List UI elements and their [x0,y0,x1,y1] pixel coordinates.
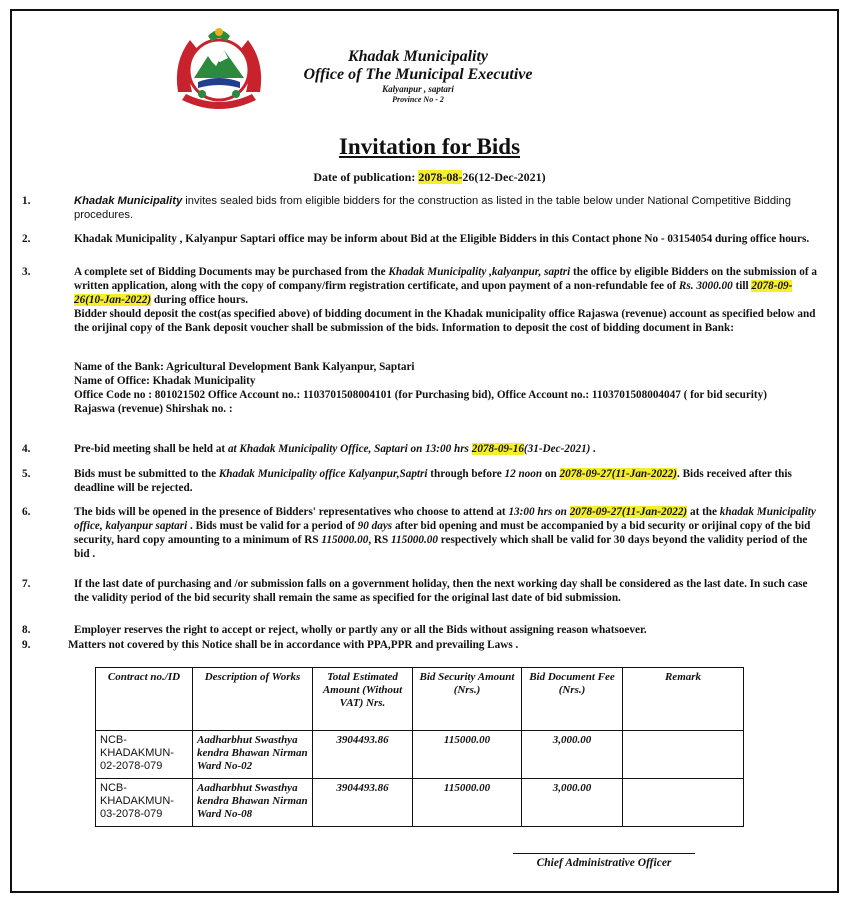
text-segment: through before [427,468,505,480]
province: Province No - 2 [392,95,444,104]
publication-date [0,170,859,185]
office-code-line: Office Code no : 801021502 Office Account no.: 1103701508004101 (for Purchasing bid), Office Account no.: 1103701508004047 ( for bid security) [74,389,767,401]
item-text: Khadak Municipality , Kalyanpur Saptari office may be inform about Bid at the Eligible Bidders in this Contact phone No - 03154054 during office hours. [74,233,810,245]
item-text-body: invites sealed bids from eligible bidders for the construction as listed in the table below under National Competitive Bidding procedures. [74,195,791,221]
item-number: 1. [22,195,31,207]
item-number: 6. [22,506,31,518]
text-segment: at Khadak Municipality Office, Saptari on 13:00 hrs [227,443,472,455]
text-segment: Bids must be submitted to the [74,468,219,480]
text-segment: , RS [368,534,392,546]
text-segment: (31-Dec-2021) . [523,443,596,455]
document-fee-cell: 3,000.00 [522,779,623,827]
item-text [74,505,822,561]
table-header-row [96,668,744,731]
publication-label: Date of publication: [313,170,416,184]
location: Kalyanpur , saptari [382,84,454,94]
shirshak-line: Rajaswa (revenue) Shirshak no. : [74,403,233,415]
item-text: If the last date of purchasing and /or submission falls on a government holiday, then the next working day shall be considered as the last date. In such case the validity period of the bid security shall remain the same as specified for the original last date of bid submission. [74,578,808,604]
item-text [74,194,822,222]
item-number: 7. [22,578,31,590]
text-segment: The bids will be opened in the presence of Bidders' representatives who choose to attend at [74,506,509,518]
column-header: Description of Works [193,668,313,731]
date-highlight: 2078-09-26(10-Jan-2022) [74,280,793,306]
bids-table [95,667,744,827]
column-header: Bid Security Amount (Nrs.) [413,668,522,731]
table-row [96,779,744,827]
remark-cell [623,779,744,827]
office-name: Office of The Municipal Executive [303,66,533,83]
deposit-note: Bidder should deposit the cost(as specified above) of bidding document in the Khadak municipality office Rajaswa (revenue) account as specified below and the orijinal copy of the Bank deposit voucher shall be submission of the bids. Information to deposit the cost of bidding document in Bank: [74,308,816,334]
text-segment: khadak Municipality office, kalyanpur saptari [74,506,816,532]
item-number: 9. [22,639,31,651]
text-segment: 13:00 hrs on [508,506,570,518]
item-number: 4. [22,443,31,455]
text-segment: 90 days [357,520,393,532]
item-text [74,467,822,495]
text-segment: Khadak Municipality office Kalyanpur,Saptri [218,468,428,480]
contract-id-cell: NCB-KHADAKMUN-02-2078-079 [96,731,193,779]
column-header: Bid Document Fee (Nrs.) [522,668,623,731]
remark-cell [623,731,744,779]
table-row [96,731,744,779]
publication-date-highlight: 2078-08- [418,170,463,184]
item-text: Matters not covered by this Notice shall be in accordance with PPA,PPR and prevailing Laws . [68,639,519,651]
description-cell: Aadharbhut Swasthya kendra Bhawan Nirman Ward No-08 [193,779,313,827]
text-segment: till [732,280,752,292]
date-highlight: 2078-09-27(11-Jan-2022) [559,468,677,480]
signatory-title: Chief Administrative Officer [536,857,672,869]
date-highlight: 2078-09-27(11-Jan-2022) [569,506,688,518]
bank-details-text [74,360,822,416]
text-segment: after bid opening and must be accompanied by a bid security or orijinal copy of the bid security, hard copy amounting to a minimum of RS [74,520,811,546]
nepal-government-emblem-icon [168,22,270,120]
text-segment: . Bids received after this deadline will be rejected. [74,468,792,494]
contract-id-cell: NCB-KHADAKMUN-03-2078-079 [96,779,193,827]
signature-line [513,853,695,854]
item-number: 3. [22,266,31,278]
page-title: Invitation for Bids [338,134,521,159]
column-header: Total Estimated Amount (Without VAT) Nrs. [313,668,413,731]
org-name-inline: Khadak Municipality [74,195,183,207]
date-highlight: 2078-09-16 [471,443,524,455]
column-header: Remark [623,668,744,731]
text-segment: at the [687,506,720,518]
item-number: 8. [22,624,31,636]
org-name: Khadak Municipality [347,48,489,65]
text-segment: 12 noon [504,468,543,480]
text-segment: the office by eligible Bidders on the submission of a written application, along with the copy of company/firm registration certificate, and upon payment of a non-refundable fee of [74,266,817,292]
item-text [74,265,822,335]
document-fee-cell: 3,000.00 [522,731,623,779]
amount-cell: 3904493.86 [313,779,413,827]
bid-security-cell: 115000.00 [413,779,522,827]
text-segment: A complete set of Bidding Documents may be purchased from the [74,266,389,278]
text-segment: . Bids must be valid for a period of [187,520,358,532]
bid-security-cell: 115000.00 [413,731,522,779]
text-segment: during office hours. [151,294,249,306]
item-number: 5. [22,468,31,480]
office-name-line: Name of Office: Khadak Municipality [74,375,256,387]
description-cell: Aadharbhut Swasthya kendra Bhawan Nirman Ward No-02 [193,731,313,779]
text-segment: on [542,468,560,480]
item-number: 2. [22,233,31,245]
text-segment: 115000.00 [391,534,438,546]
item-text [74,442,822,456]
organization-header [298,48,538,105]
text-segment: Khadak Municipality ,kalyanpur, saptri [388,266,571,278]
bank-name: Name of the Bank: Agricultural Development Bank Kalyanpur, Saptari [74,361,415,373]
text-segment: respectively which shall be valid for 30 days beyond the validity period of the bid . [74,534,808,560]
publication-date-rest: 26(12-Dec-2021) [462,170,546,184]
amount-cell: 3904493.86 [313,731,413,779]
text-segment: Pre-bid meeting shall be held at [74,443,228,455]
column-header: Contract no./ID [96,668,193,731]
text-segment: Rs. 3000.00 [678,280,733,292]
item-text: Employer reserves the right to accept or reject, wholly or partly any or all the Bids without assigning reason whatsoever. [74,624,647,636]
text-segment: 115000.00 [321,534,369,546]
